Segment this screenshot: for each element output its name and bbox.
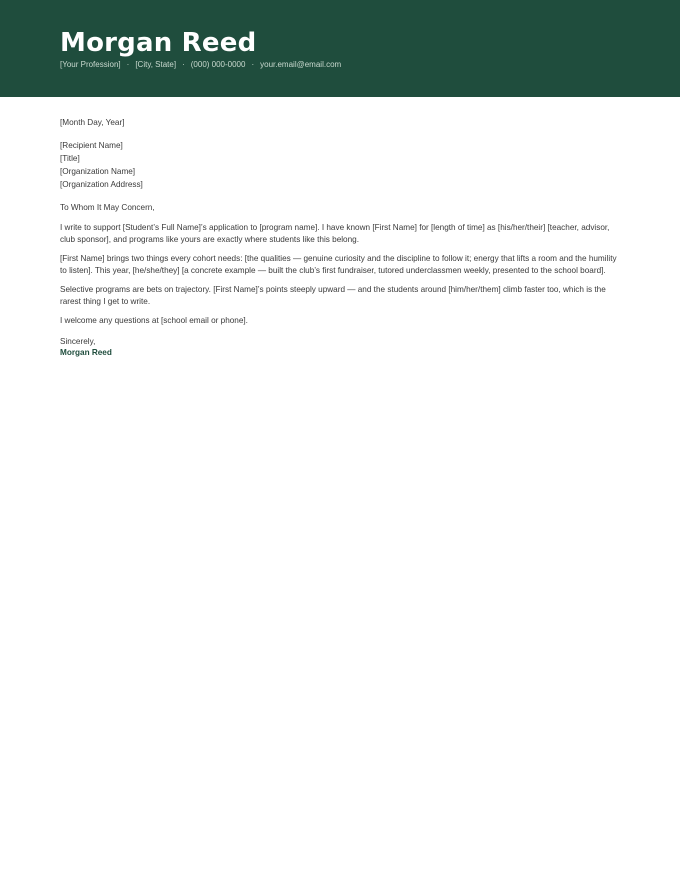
- header-banner: [0, 0, 680, 97]
- signature-name: Morgan Reed: [60, 348, 112, 358]
- letter-body: [60, 117, 620, 359]
- author-name: Morgan Reed: [60, 28, 257, 58]
- location: [City, State]: [135, 60, 177, 69]
- contact-line: [60, 60, 341, 70]
- organization-address: [Organization Address]: [60, 180, 143, 190]
- closing: Sincerely,: [60, 336, 96, 346]
- recipient-title: [Title]: [60, 153, 80, 163]
- separator-dot: ·: [126, 60, 130, 69]
- profession: [Your Profession]: [60, 60, 121, 69]
- email: your.email@email.com: [260, 60, 342, 69]
- paragraph: [First Name] brings two things every cohort needs: [the qualities — genuine curiosity and the discipline to follow it; energy that lifts a room and the humility to listen]. This year, [he/she/they] [a concrete example — built the club’s first fundraiser, tutored underclassmen weekly, presented to the school board].: [60, 254, 617, 275]
- separator-dot: ·: [182, 60, 185, 69]
- paragraph: Selective programs are bets on trajectory. [First Name]’s points steeply upward — and the students around [him/her/them] climb faster too, which is the rarest thing I get to write.: [60, 285, 606, 306]
- recipient-name: [Recipient Name]: [60, 140, 123, 150]
- separator-dot: ·: [251, 60, 255, 69]
- letter-date: [Month Day, Year]: [60, 118, 125, 127]
- greeting: To Whom It May Concern,: [60, 202, 155, 212]
- organization-name: [Organization Name]: [60, 167, 136, 177]
- phone: (000) 000-0000: [190, 60, 246, 69]
- paragraph: I write to support [Student’s Full Name]’s application to [program name]. I have known [First Name] for [length of time] as [his/her/their] [teacher, advisor, club sponsor], and programs like yours are exactly where students like this belong.: [60, 223, 610, 244]
- paragraph: I welcome any questions at [school email or phone].: [60, 316, 248, 326]
- recipient-block: [60, 139, 620, 192]
